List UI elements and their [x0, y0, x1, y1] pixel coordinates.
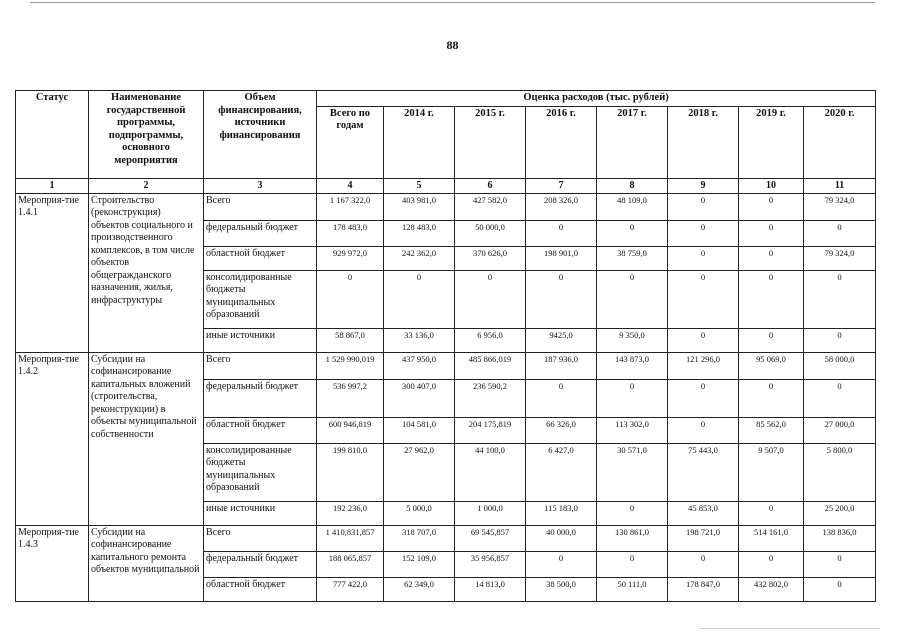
- value-cell: 1 167 322,0: [317, 193, 384, 220]
- value-cell: 128 483,0: [384, 220, 455, 246]
- value-cell: 0: [804, 551, 876, 577]
- value-cell: 38 500,0: [526, 577, 597, 601]
- value-cell: 198 721,0: [668, 525, 739, 551]
- value-cell: 5 800,0: [804, 443, 876, 501]
- value-cell: 58 000,0: [804, 352, 876, 379]
- column-number: 11: [804, 178, 876, 193]
- value-cell: 121 296,0: [668, 352, 739, 379]
- value-cell: 95 069,0: [739, 352, 804, 379]
- value-cell: 236 590,2: [455, 379, 526, 417]
- value-cell: 115 183,0: [526, 501, 597, 525]
- value-cell: 0: [804, 270, 876, 328]
- value-cell: 6 427,0: [526, 443, 597, 501]
- header-volume: Объем финансирования, источники финансирования: [204, 91, 317, 179]
- value-cell: 777 422,0: [317, 577, 384, 601]
- header-year: 2014 г.: [384, 106, 455, 178]
- value-cell: 104 581,0: [384, 417, 455, 443]
- source-cell: федеральный бюджет: [204, 551, 317, 577]
- header-year: 2015 г.: [455, 106, 526, 178]
- column-number: 7: [526, 178, 597, 193]
- value-cell: 113 302,0: [597, 417, 668, 443]
- value-cell: 0: [804, 577, 876, 601]
- column-number-row: [16, 178, 876, 193]
- program-name-cell: Субсидии на софинансирование капитальных вложений (строительства, реконструкции) в объекты муниципальной собственности: [89, 352, 204, 525]
- value-cell: 27 962,0: [384, 443, 455, 501]
- table-row: [16, 525, 876, 551]
- status-cell: Мероприя-тие 1.4.1: [16, 193, 89, 352]
- value-cell: 66 326,0: [526, 417, 597, 443]
- value-cell: 138 836,0: [804, 525, 876, 551]
- value-cell: 0: [526, 270, 597, 328]
- value-cell: 58 867,0: [317, 328, 384, 352]
- source-cell: областной бюджет: [204, 246, 317, 270]
- value-cell: 0: [668, 551, 739, 577]
- value-cell: 188 065,857: [317, 551, 384, 577]
- value-cell: 0: [739, 220, 804, 246]
- value-cell: 403 981,0: [384, 193, 455, 220]
- status-cell: Мероприя-тие 1.4.3: [16, 525, 89, 601]
- value-cell: 143 873,0: [597, 352, 668, 379]
- value-cell: 485 866,019: [455, 352, 526, 379]
- source-cell: иные источники: [204, 501, 317, 525]
- value-cell: 0: [597, 551, 668, 577]
- source-cell: Всего: [204, 193, 317, 220]
- value-cell: 432 802,0: [739, 577, 804, 601]
- value-cell: 6 956,0: [455, 328, 526, 352]
- value-cell: 187 936,0: [526, 352, 597, 379]
- value-cell: 5 000,0: [384, 501, 455, 525]
- value-cell: 514 161,0: [739, 525, 804, 551]
- value-cell: 40 000,0: [526, 525, 597, 551]
- value-cell: 0: [455, 270, 526, 328]
- value-cell: 0: [804, 220, 876, 246]
- value-cell: 0: [739, 379, 804, 417]
- value-cell: 48 109,0: [597, 193, 668, 220]
- value-cell: 0: [668, 193, 739, 220]
- value-cell: 178 483,0: [317, 220, 384, 246]
- column-number: 1: [16, 178, 89, 193]
- value-cell: 536 997,2: [317, 379, 384, 417]
- value-cell: 0: [317, 270, 384, 328]
- value-cell: 130 861,0: [597, 525, 668, 551]
- value-cell: 27 000,0: [804, 417, 876, 443]
- value-cell: 0: [739, 246, 804, 270]
- value-cell: 85 562,0: [739, 417, 804, 443]
- source-cell: областной бюджет: [204, 417, 317, 443]
- value-cell: 208 326,0: [526, 193, 597, 220]
- source-cell: федеральный бюджет: [204, 220, 317, 246]
- header-year: 2019 г.: [739, 106, 804, 178]
- column-number: 5: [384, 178, 455, 193]
- value-cell: 45 853,0: [668, 501, 739, 525]
- value-cell: 9425,0: [526, 328, 597, 352]
- value-cell: 25 200,0: [804, 501, 876, 525]
- value-cell: 0: [597, 379, 668, 417]
- value-cell: 50 000,0: [455, 220, 526, 246]
- value-cell: 204 175,819: [455, 417, 526, 443]
- value-cell: 152 109,0: [384, 551, 455, 577]
- top-rule: [30, 2, 875, 3]
- header-status: Статус: [16, 91, 89, 179]
- status-cell: Мероприя-тие 1.4.2: [16, 352, 89, 525]
- value-cell: 14 813,0: [455, 577, 526, 601]
- value-cell: 929 972,0: [317, 246, 384, 270]
- header-name: Наименование государственной программы, подпрограммы, основного мероприятия: [89, 91, 204, 179]
- value-cell: 0: [526, 220, 597, 246]
- page-number: 88: [446, 38, 459, 52]
- header-year: 2020 г.: [804, 106, 876, 178]
- value-cell: 178 847,0: [668, 577, 739, 601]
- source-cell: областной бюджет: [204, 577, 317, 601]
- value-cell: 38 759,0: [597, 246, 668, 270]
- value-cell: 0: [384, 270, 455, 328]
- value-cell: 0: [739, 551, 804, 577]
- value-cell: 79 324,0: [804, 193, 876, 220]
- value-cell: 199 810,0: [317, 443, 384, 501]
- value-cell: 0: [804, 328, 876, 352]
- value-cell: 0: [668, 246, 739, 270]
- value-cell: 600 946,819: [317, 417, 384, 443]
- header-cost-group: Оценка расходов (тыс. рублей): [317, 91, 876, 107]
- source-cell: консолидированные бюджеты муниципальных образований: [204, 443, 317, 501]
- value-cell: 198 901,0: [526, 246, 597, 270]
- value-cell: 427 582,0: [455, 193, 526, 220]
- scan-mark: [700, 628, 880, 629]
- value-cell: 0: [739, 328, 804, 352]
- source-cell: федеральный бюджет: [204, 379, 317, 417]
- value-cell: 1 529 990,019: [317, 352, 384, 379]
- value-cell: 0: [526, 551, 597, 577]
- value-cell: 9 350,0: [597, 328, 668, 352]
- value-cell: 50 111,0: [597, 577, 668, 601]
- source-cell: Всего: [204, 352, 317, 379]
- table-row: [16, 352, 876, 379]
- value-cell: 79 324,0: [804, 246, 876, 270]
- value-cell: 0: [668, 379, 739, 417]
- source-cell: консолидированные бюджеты муниципальных образований: [204, 270, 317, 328]
- value-cell: 1 000,0: [455, 501, 526, 525]
- value-cell: 30 571,0: [597, 443, 668, 501]
- header-year: 2018 г.: [668, 106, 739, 178]
- value-cell: 0: [668, 220, 739, 246]
- value-cell: 318 707,0: [384, 525, 455, 551]
- value-cell: 0: [597, 501, 668, 525]
- value-cell: 44 100,0: [455, 443, 526, 501]
- column-number: 2: [89, 178, 204, 193]
- value-cell: 0: [668, 270, 739, 328]
- program-name-cell: Субсидии на софинансирование капитального ремонта объектов муниципальной: [89, 525, 204, 601]
- value-cell: 0: [668, 417, 739, 443]
- value-cell: 0: [739, 193, 804, 220]
- value-cell: 370 626,0: [455, 246, 526, 270]
- value-cell: 0: [526, 379, 597, 417]
- source-cell: иные источники: [204, 328, 317, 352]
- value-cell: 300 407,0: [384, 379, 455, 417]
- column-number: 4: [317, 178, 384, 193]
- header-year: 2017 г.: [597, 106, 668, 178]
- column-number: 8: [597, 178, 668, 193]
- table-row: [16, 193, 876, 220]
- value-cell: 62 349,0: [384, 577, 455, 601]
- value-cell: 33 136,0: [384, 328, 455, 352]
- header-year: 2016 г.: [526, 106, 597, 178]
- value-cell: 437 950,0: [384, 352, 455, 379]
- value-cell: 1 410,831,857: [317, 525, 384, 551]
- header-total: Всего по годам: [317, 106, 384, 178]
- value-cell: 0: [804, 379, 876, 417]
- source-cell: Всего: [204, 525, 317, 551]
- column-number: 9: [668, 178, 739, 193]
- value-cell: 35 956,857: [455, 551, 526, 577]
- column-number: 3: [204, 178, 317, 193]
- value-cell: 9 507,0: [739, 443, 804, 501]
- value-cell: 0: [739, 270, 804, 328]
- program-name-cell: Строительство (реконструкция) объектов социального и производственного комплексов, в том числе объектов общегражданского назначения, жилья, инфраструктуры: [89, 193, 204, 352]
- value-cell: 0: [597, 220, 668, 246]
- value-cell: 75 443,0: [668, 443, 739, 501]
- column-number: 6: [455, 178, 526, 193]
- value-cell: 242 362,0: [384, 246, 455, 270]
- value-cell: 0: [668, 328, 739, 352]
- value-cell: 192 236,0: [317, 501, 384, 525]
- column-number: 10: [739, 178, 804, 193]
- value-cell: 0: [597, 270, 668, 328]
- value-cell: 69 545,857: [455, 525, 526, 551]
- expenditure-table: [15, 90, 876, 602]
- value-cell: 0: [739, 501, 804, 525]
